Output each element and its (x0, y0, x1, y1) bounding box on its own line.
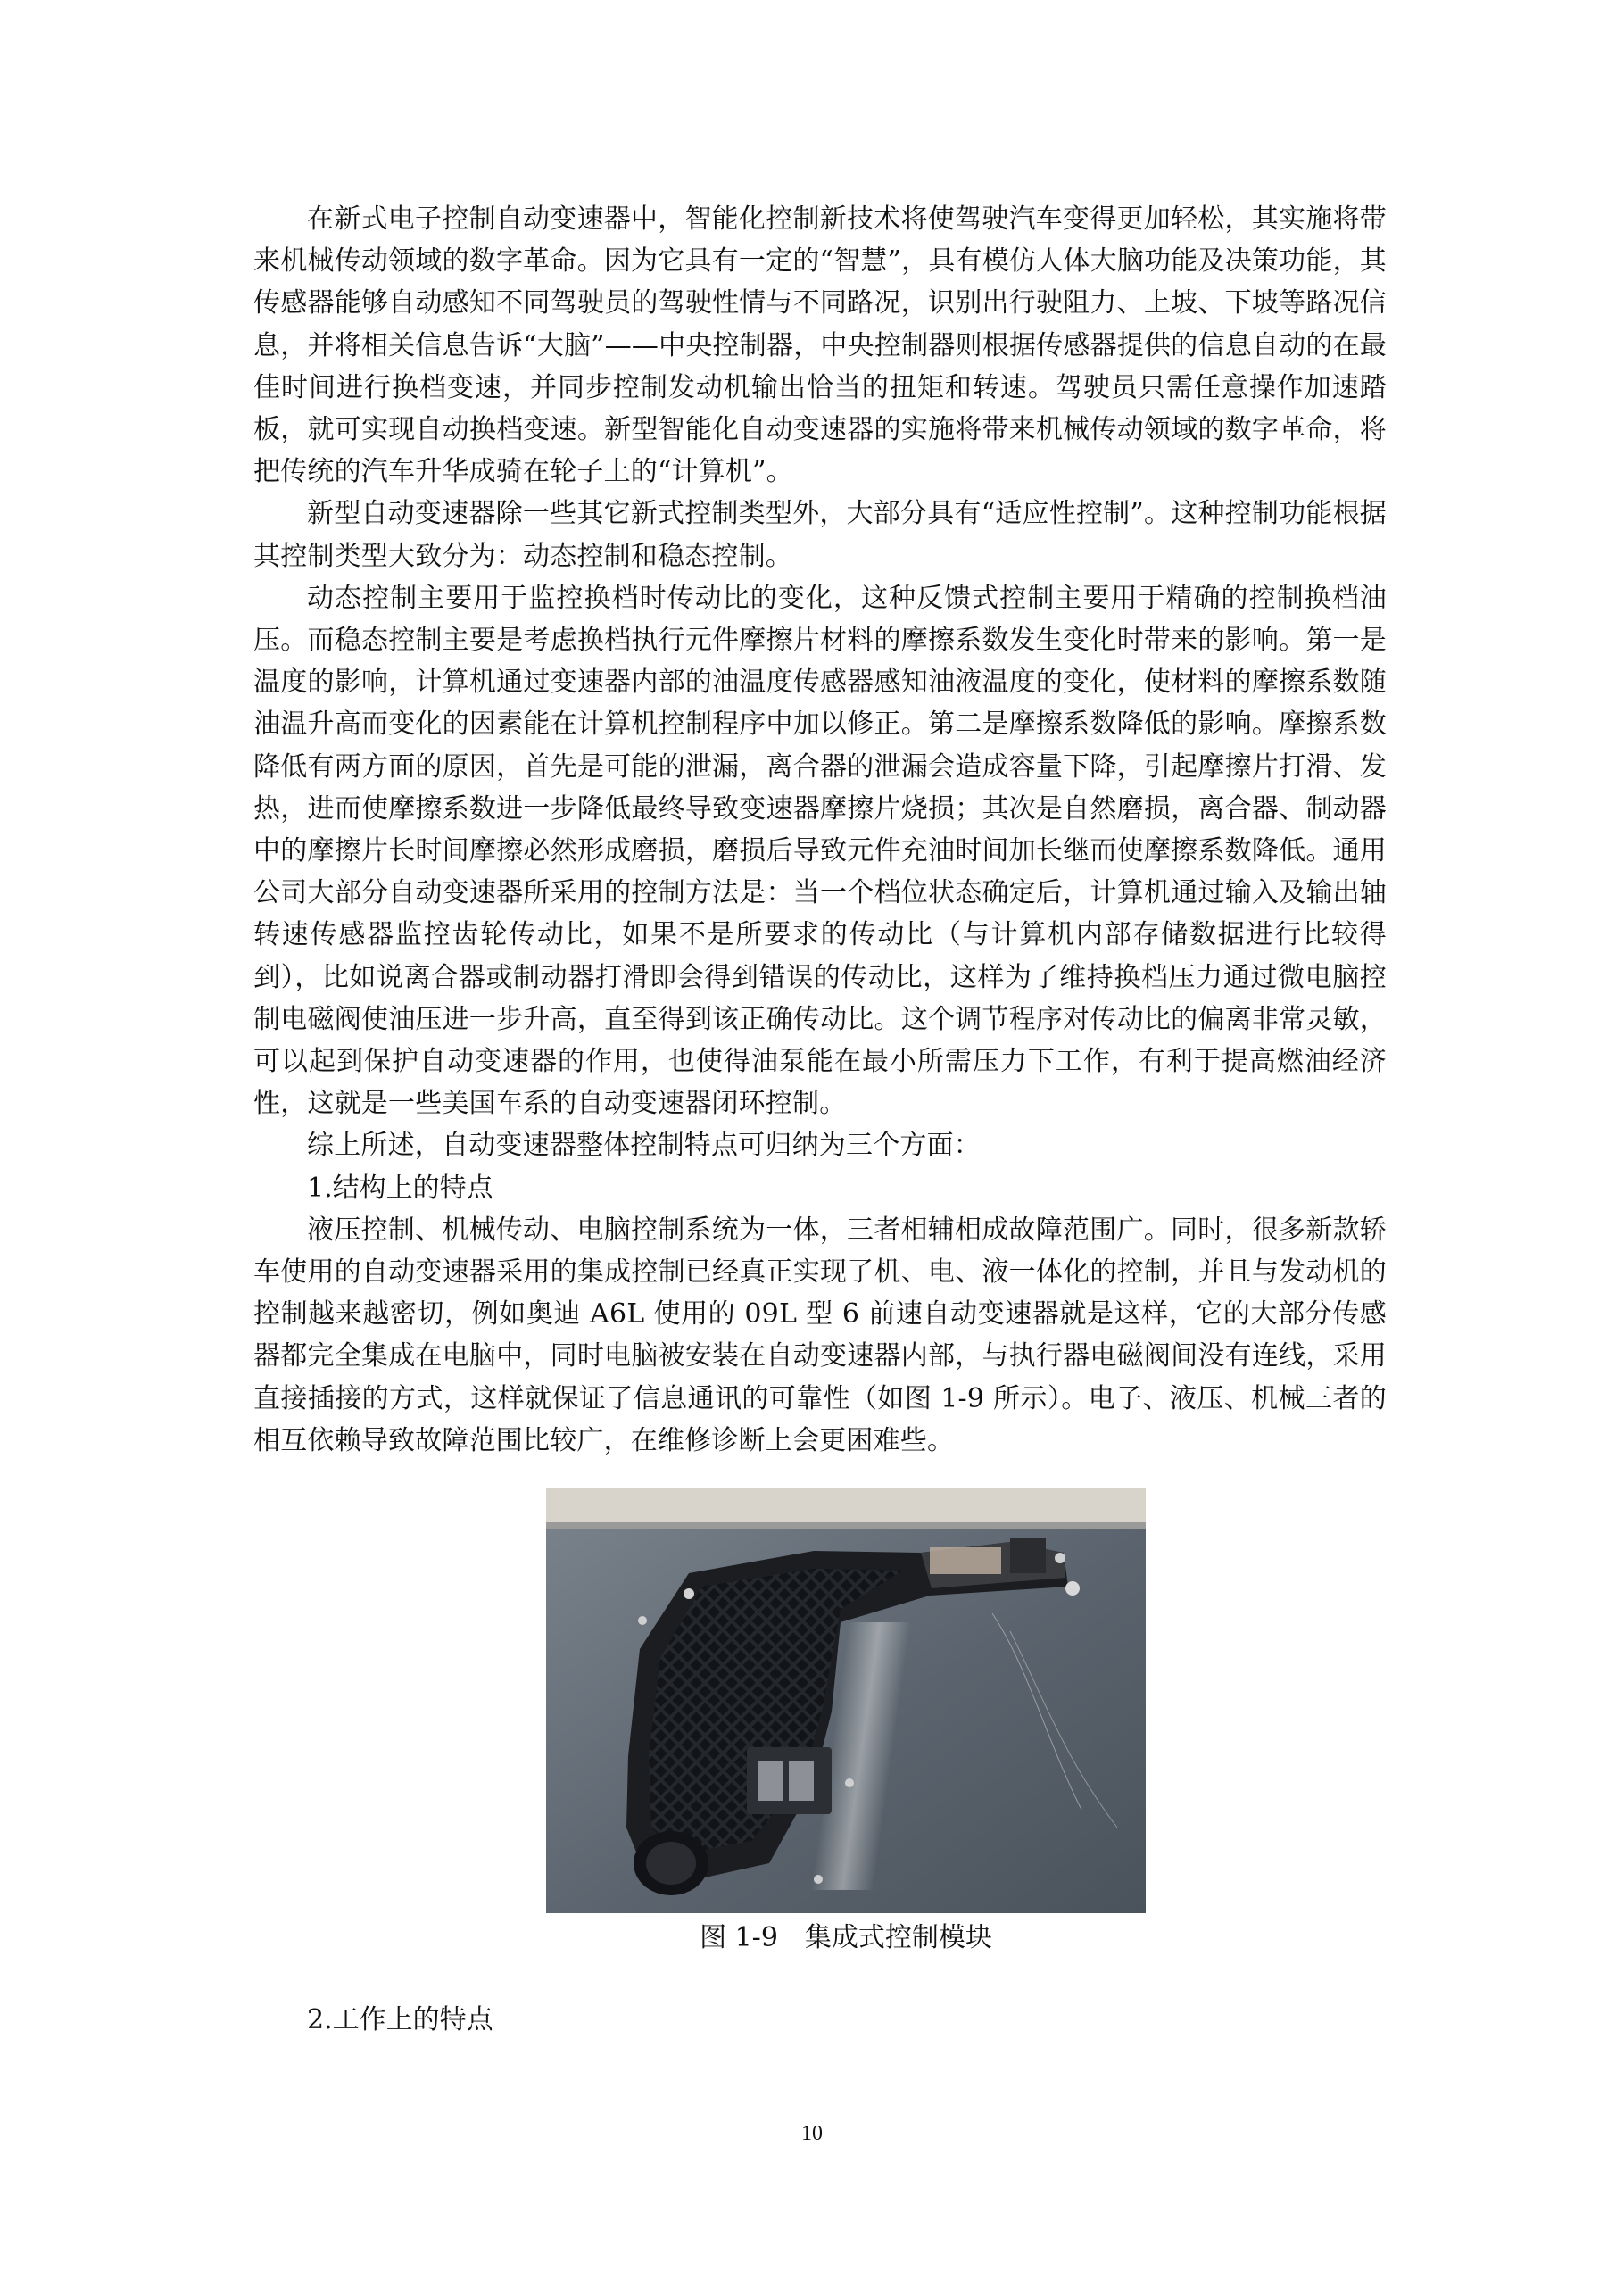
figure-caption: 图 1-9 集成式控制模块 (700, 1922, 992, 1953)
paragraph-structure-features: 液压控制、机械传动、电脑控制系统为一体，三者相辅相成故障范围广。同时，很多新款轿车使用的自动变速器采用的集成控制已经真正实现了机、电、液一体化的控制，并且与发动机的控制越来越密切，例如奥迪 A6L 使用的 09L 型 6 前速自动变速器就是这样，它的大部分传感器都完全集成在电脑中，同时电脑被安装在自动变速器内部，与执行器电磁阀间没有连线，采用直接插接的方式，这样就保证了信息通讯的可靠性（如图 1-9 所示）。电子、液压、机械三者的相互依赖导致故障范围比较广，在维修诊断上会更困难些。 (253, 1214, 1387, 1456)
section-heading-work-text: 2.工作上的特点 (307, 2004, 493, 2035)
control-module-image (546, 1488, 1146, 1913)
body-text (253, 198, 1387, 1462)
paragraph-adaptive-control: 新型自动变速器除一些其它新式控制类型外，大部分具有“适应性控制”。这种控制功能根据其控制类型大致分为：动态控制和稳态控制。 (253, 498, 1387, 572)
paragraph-summary: 综上所述，自动变速器整体控制特点可归纳为三个方面： (307, 1130, 981, 1162)
paragraph-intelligent-control: 在新式电子控制自动变速器中，智能化控制新技术将使驾驶汽车变得更加轻松，其实施将带来机械传动领域的数字革命。因为它具有一定的“智慧”，具有模仿人体大脑功能及决策功能，其传感器能够自动感知不同驾驶员的驾驶性情与不同路况，识别出行驶阻力、上坡、下坡等路况信息，并将相关信息告诉“大脑”——中央控制器，中央控制器则根据传感器提供的信息自动的在最佳时间进行换档变速，并同步控制发动机输出恰当的扭矩和转速。驾驶员只需任意操作加速踏板，就可实现自动换档变速。新型智能化自动变速器的实施将带来机械传动领域的数字革命，将把传统的汽车升华成骑在轮子上的“计算机”。 (253, 203, 1387, 488)
photo-wall (546, 1488, 1146, 1526)
section-heading-work (253, 1999, 1387, 2041)
figure-control-module-photo (546, 1488, 1146, 1913)
paragraph-dynamic-steady-control: 动态控制主要用于监控换档时传动比的变化，这种反馈式控制主要用于精确的控制换档油压。而稳态控制主要是考虑换档执行元件摩擦片材料的摩擦系数发生变化时带来的影响。第一是温度的影响，计算机通过变速器内部的油温度传感器感知油液温度的变化，使材料的摩擦系数随油温升高而变化的因素能在计算机控制程序中加以修正。第二是摩擦系数降低的影响。摩擦系数降低有两方面的原因，首先是可能的泄漏，离合器的泄漏会造成容量下降，引起摩擦片打滑、发热，进而使摩擦系数进一步降低最终导致变速器摩擦片烧损；其次是自然磨损，离合器、制动器中的摩擦片长时间摩擦必然形成磨损，磨损后导致元件充油时间加长继而使摩擦系数降低。通用公司大部分自动变速器所采用的控制方法是：当一个档位状态确定后，计算机通过输入及输出轴转速传感器监控齿轮传动比，如果不是所要求的传动比（与计算机内部存储数据进行比较得到），比如说离合器或制动器打滑即会得到错误的传动比，这样为了维持换档压力通过微电脑控制电磁阀使油压进一步升高，直至得到该正确传动比。这个调节程序对传动比的偏离非常灵敏，可以起到保护自动变速器的作用，也使得油泵能在最小所需压力下工作，有利于提高燃油经济性，这就是一些美国车系的自动变速器闭环控制。 (253, 582, 1387, 1120)
page-number: 10 (801, 2122, 823, 2145)
section-heading-structure: 1.结构上的特点 (307, 1172, 493, 1204)
